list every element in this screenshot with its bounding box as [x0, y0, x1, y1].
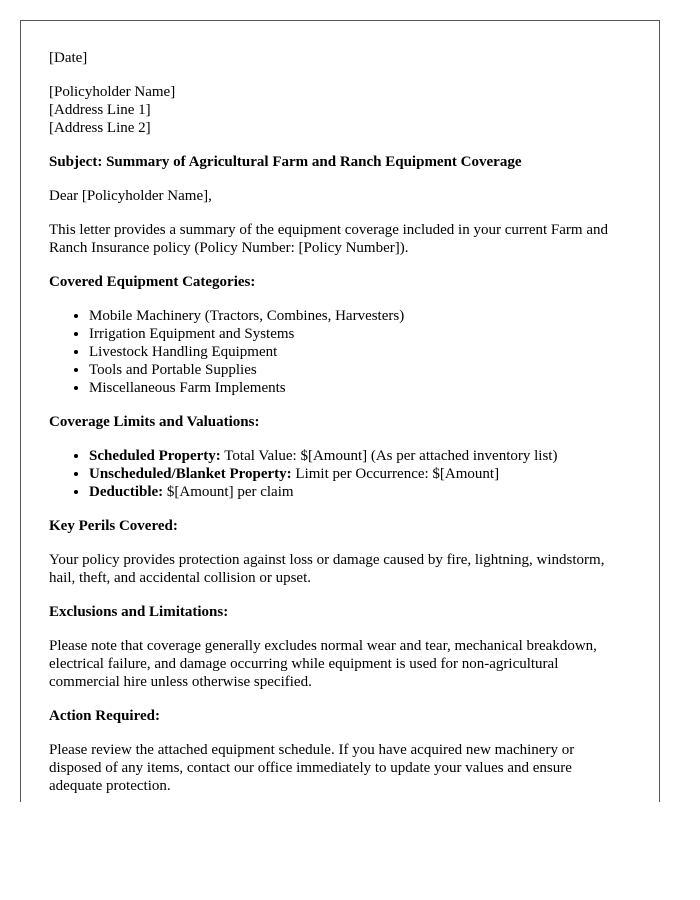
- covered-categories-heading: Covered Equipment Categories:: [49, 274, 256, 290]
- letter-date: [Date]: [49, 50, 88, 66]
- list-item: • Livestock Handling Equipment: [89, 343, 619, 361]
- intro-paragraph: This letter provides a summary of the equipment coverage included in your current Farm and Ranch Insurance policy (Policy Number: [Policy Number]).: [49, 222, 608, 256]
- list-item: • Irrigation Equipment and Systems: [89, 325, 619, 343]
- perils-paragraph: Your policy provides protection against loss or damage caused by fire, lightning, windstorm, hail, theft, and accidental collision or upset.: [49, 552, 605, 586]
- limits-list: [49, 447, 619, 501]
- action-heading: Action Required:: [49, 708, 160, 724]
- limit-item-scheduled: [89, 447, 619, 465]
- limit-text: Total Value: $[Amount] (As per attached inventory list): [220, 448, 558, 464]
- limit-label: Scheduled Property:: [89, 448, 221, 464]
- list-item: • Tools and Portable Supplies: [89, 361, 619, 379]
- exclusions-heading: Exclusions and Limitations:: [49, 604, 229, 620]
- perils-heading: Key Perils Covered:: [49, 518, 178, 534]
- limit-label: Deductible:: [89, 484, 164, 500]
- exclusions-paragraph: Please note that coverage generally excludes normal wear and tear, mechanical breakdown, electrical failure, and damage occurring while equipment is used for non-agricultural commercial hire unless otherwise specified.: [49, 638, 597, 690]
- limit-item-unscheduled: [89, 465, 619, 483]
- limit-label: Unscheduled/Blanket Property:: [89, 466, 292, 482]
- limits-heading: Coverage Limits and Valuations:: [49, 414, 260, 430]
- limit-text: $[Amount] per claim: [163, 484, 294, 500]
- limit-item-deductible: [89, 483, 619, 501]
- covered-categories-list: [49, 307, 619, 397]
- list-item: • Mobile Machinery (Tractors, Combines, Harvesters): [89, 307, 619, 325]
- recipient-name: [Policyholder Name]: [49, 84, 176, 100]
- recipient-address-block: [49, 83, 619, 137]
- action-paragraph: Please review the attached equipment schedule. If you have acquired new machinery or disposed of any items, contact our office immediately to update your values and ensure adequate protection.: [49, 742, 575, 794]
- letter-page: [20, 20, 660, 802]
- recipient-address-line-2: [Address Line 2]: [49, 120, 151, 136]
- salutation: Dear [Policyholder Name],: [49, 188, 212, 204]
- recipient-address-line-1: [Address Line 1]: [49, 102, 151, 118]
- letter-subject: Subject: Summary of Agricultural Farm and Ranch Equipment Coverage: [49, 154, 522, 170]
- list-item: • Miscellaneous Farm Implements: [89, 379, 619, 397]
- limit-text: Limit per Occurrence: $[Amount]: [291, 466, 500, 482]
